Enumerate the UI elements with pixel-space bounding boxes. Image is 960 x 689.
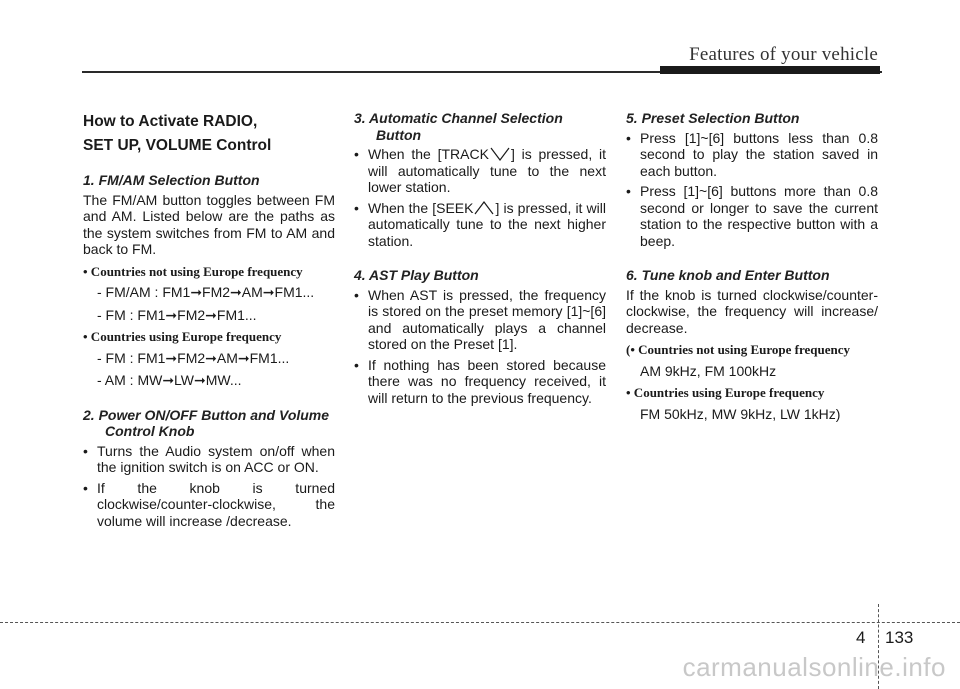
frequency-step-europe [626, 385, 878, 422]
list-item [354, 200, 606, 250]
list-item: • If nothing has been stored because there was no frequency received, it will return to the previous frequency. [354, 357, 606, 407]
column-2 [354, 110, 606, 412]
section-title [83, 110, 335, 158]
seek-text-post: ] is pressed, it will automatically tune to the next higher station. [368, 199, 606, 249]
power-volume-heading-line-2: Control Knob [105, 423, 195, 439]
freq-europe-label: • Countries using Europe frequency [626, 385, 825, 400]
list-item: • Press [1]~[6] buttons more than 0.8 second or longer to save the current station to the respective button with a beep. [626, 183, 878, 249]
fmam-heading: 1. FM/AM Selection Button [83, 172, 260, 188]
country-non-europe-label: • Countries not using Europe frequency [83, 263, 303, 279]
country-europe-label: • Countries using Europe frequency [83, 329, 282, 344]
chapter-number: 4 [856, 628, 866, 647]
section-title-line-1: How to Activate RADIO, [83, 113, 258, 130]
tune-heading: 6. Tune knob and Enter Button [626, 267, 830, 283]
power-volume-list [83, 443, 335, 530]
tune-description: If the knob is turned clockwise/counter-clockwise, the frequency will increase/ decrease. [626, 286, 878, 336]
frequency-step-non-europe [626, 342, 878, 379]
fmam-description: The FM/AM button toggles between FM and AM. Listed below are the paths as the system switches from FM to AM and back to FM. [83, 191, 335, 257]
ast-heading: 4. AST Play Button [354, 267, 479, 283]
auto-channel-list [354, 146, 606, 249]
auto-channel-heading-line-1: 3. Automatic Channel Selection [354, 110, 563, 126]
preset-heading: 5. Preset Selection Button [626, 110, 800, 126]
list-item [354, 146, 606, 196]
seek-text-pre: When the [SEEK [368, 199, 474, 216]
path-am-europe: - AM : MW➞LW➞MW... [97, 372, 242, 388]
page-number: 133 [885, 628, 914, 647]
chevron-up-icon [473, 201, 495, 215]
list-item: • Turns the Audio system on/off when the ignition switch is on ACC or ON. [83, 443, 335, 476]
list-item: • Press [1]~[6] buttons less than 0.8 second to play the station saved in each button. [626, 130, 878, 180]
section-title-line-2: SET UP, VOLUME Control [83, 137, 272, 154]
path-fmam: - FM/AM : FM1➞FM2➞AM➞FM1... [97, 284, 315, 300]
auto-channel-heading [354, 110, 606, 143]
freq-non-europe-values: AM 9kHz, FM 100kHz [640, 362, 777, 379]
page-header-title: Features of your vehicle [689, 44, 878, 65]
path-fm-europe: - FM : FM1➞FM2➞AM➞FM1... [97, 349, 290, 366]
power-volume-heading-line-1: 2. Power ON/OFF Button and Volume [83, 406, 330, 423]
watermark: carmanualsonline.info [682, 652, 946, 682]
path-fm-non-europe: - FM : FM1➞FM2➞FM1... [97, 306, 257, 323]
preset-list [626, 130, 878, 250]
list-item: • When AST is pressed, the frequency is stored on the preset memory [1]~[6] and automatically plays a channel stored on the Preset [1]. [354, 287, 606, 353]
header-accent-bar [660, 66, 880, 74]
chevron-down-icon [489, 147, 511, 161]
freq-non-europe-label: (• Countries not using Europe frequency [626, 342, 851, 357]
list-item: • If the knob is turned clockwise/counter-clockwise, the volume will increase /decrease. [83, 480, 335, 530]
auto-channel-heading-line-2: Button [376, 126, 422, 143]
power-volume-heading [83, 407, 335, 440]
track-text-post: ] is pressed, it will automatically tune to the next lower station. [368, 146, 606, 195]
ast-list [354, 287, 606, 407]
freq-europe-values: FM 50kHz, MW 9kHz, LW 1kHz) [640, 405, 841, 422]
track-text-pre: When the [TRACK [368, 146, 489, 162]
footer-rule [0, 622, 960, 623]
column-1 [83, 110, 335, 535]
column-3 [626, 110, 878, 428]
